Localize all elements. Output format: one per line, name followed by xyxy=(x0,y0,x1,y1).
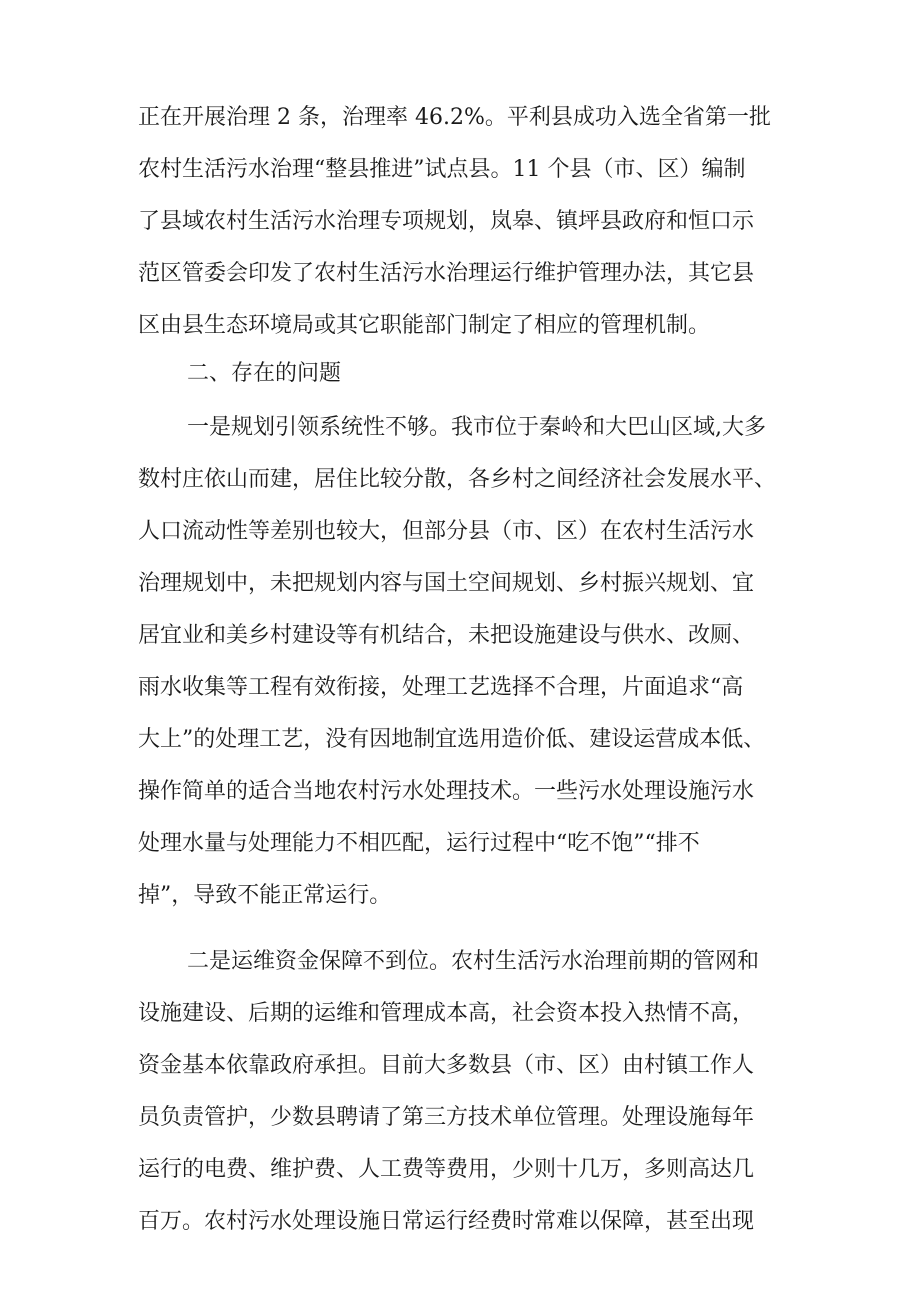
paragraph-line: 员负责管护，少数县聘请了第三方技术单位管理。处理设施每年 xyxy=(138,1105,755,1130)
paragraph-line: 百万。农村污水处理设施日常运行经费时常难以保障，甚至出现 xyxy=(138,1209,755,1234)
paragraph-line: 了县域农村生活污水治理专项规划，岚皋、镇坪县政府和恒口示 xyxy=(138,209,755,234)
paragraph-line: 处理水量与处理能力不相匹配，运行过程中“吃不饱”“排不 xyxy=(138,831,700,856)
paragraph-line: 资金基本依靠政府承担。目前大多数县（市、区）由村镇工作人 xyxy=(138,1053,755,1078)
paragraph-line: 运行的电费、维护费、人工费等费用，少则十几万，多则高达几 xyxy=(138,1157,755,1182)
paragraph-line: 农村生活污水治理“整县推进”试点县。11 个县（市、区）编制 xyxy=(138,157,746,182)
paragraph-line: 数村庄依山而建，居住比较分散，各乡村之间经济社会发展水平、 xyxy=(138,467,777,492)
paragraph-line: 大上”的处理工艺，没有因地制宜选用造价低、建设运营成本低、 xyxy=(138,727,766,752)
paragraph-line: 正在开展治理 2 条，治理率 46.2%。平利县成功入选全省第一批 xyxy=(138,105,771,130)
section-heading: 二、存在的问题 xyxy=(187,361,342,386)
paragraph-line: 区由县生态环境局或其它职能部门制定了相应的管理机制。 xyxy=(138,313,711,338)
paragraph-line: 治理规划中，未把规划内容与国土空间规划、乡村振兴规划、宜 xyxy=(138,571,755,596)
paragraph-line: 居宜业和美乡村建设等有机结合，未把设施建设与供水、改厕、 xyxy=(138,623,755,648)
paragraph-line: 掉”，导致不能正常运行。 xyxy=(138,883,392,908)
paragraph-line: 雨水收集等工程有效衔接，处理工艺选择不合理，片面追求“高 xyxy=(138,675,744,700)
paragraph-line: 人口流动性等差别也较大，但部分县（市、区）在农村生活污水 xyxy=(138,519,755,544)
paragraph-line: 范区管委会印发了农村生活污水治理运行维护管理办法，其它县 xyxy=(138,261,755,286)
paragraph-line: 设施建设、后期的运维和管理成本高，社会资本投入热情不高， xyxy=(138,1001,755,1026)
paragraph-line: 操作简单的适合当地农村污水处理技术。一些污水处理设施污水 xyxy=(138,779,755,804)
paragraph-line: 二是运维资金保障不到位。农村生活污水治理前期的管网和 xyxy=(187,949,760,974)
paragraph-line: 一是规划引领系统性不够。我市位于秦岭和大巴山区域,大多 xyxy=(187,415,766,440)
